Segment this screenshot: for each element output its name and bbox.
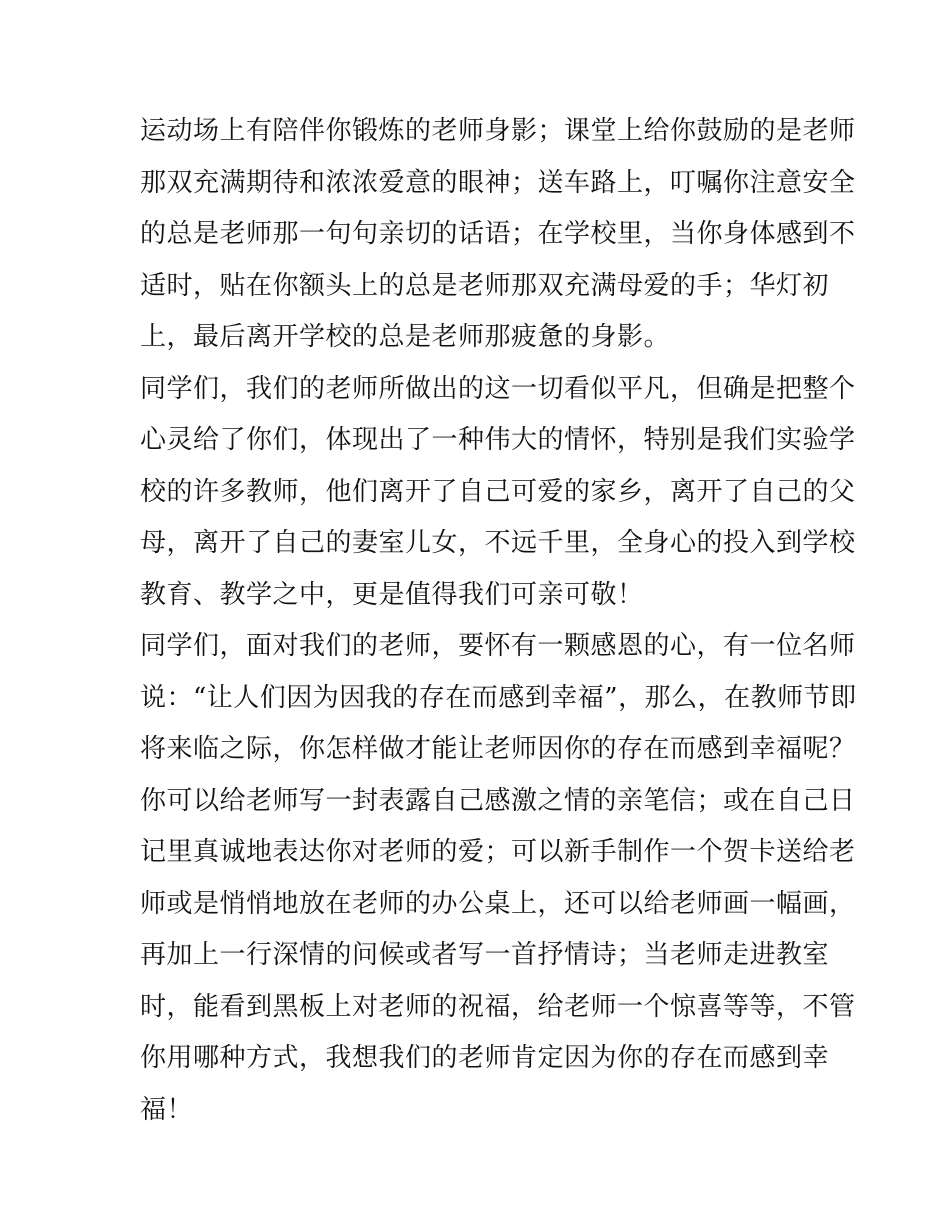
text-line: 心灵给了你们，体现出了一种伟大的情怀，特别是我们实验学 — [140, 425, 856, 455]
text-line: 你用哪种方式，我想我们的老师肯定因为你的存在而感到幸 — [140, 1043, 830, 1073]
text-line: 福！ — [140, 1094, 194, 1125]
text-line: 将来临之际，你怎样做才能让老师因你的存在而感到幸福呢？ — [140, 734, 856, 764]
text-line: 再加上一行深情的问候或者写一首抒情诗；当老师走进教室 — [140, 940, 830, 970]
text-line: 同学们，我们的老师所做出的这一切看似平凡，但确是把整个 — [140, 373, 856, 404]
text-line: 的总是老师那一句句亲切的话语；在学校里，当你身体感到不 — [140, 219, 856, 249]
text-line: 师或是悄悄地放在老师的办公桌上，还可以给老师画一幅画， — [140, 888, 856, 919]
text-line: 同学们，面对我们的老师，要怀有一颗感恩的心，有一位名师 — [140, 631, 856, 661]
text-line: 时，能看到黑板上对老师的祝福，给老师一个惊喜等等，不管 — [140, 991, 856, 1022]
text-line: 记里真诚地表达你对老师的爱；可以新手制作一个贺卡送给老 — [140, 837, 856, 867]
document-body — [140, 106, 857, 1136]
text-line: 说：“让人们因为因我的存在而感到幸福”，那么，在教师节即 — [140, 682, 857, 713]
text-line: 母，离开了自己的妻室儿女，不远千里，全身心的投入到学校 — [140, 528, 856, 558]
text-line: 上，最后离开学校的总是老师那疲惫的身影。 — [140, 322, 671, 352]
text-line: 教育、教学之中，更是值得我们可亲可敬！ — [140, 579, 644, 610]
text-line: 校的许多教师，他们离开了自己可爱的家乡，离开了自己的父 — [140, 476, 856, 507]
text-line: 适时，贴在你额头上的总是老师那双充满母爱的手；华灯初 — [140, 270, 830, 301]
text-line: 运动场上有陪伴你锻炼的老师身影；课堂上给你鼓励的是老师 — [140, 116, 856, 146]
text-line: 你可以给老师写一封表露自己感激之情的亲笔信；或在自己日 — [140, 785, 856, 816]
text-line: 那双充满期待和浓浓爱意的眼神；送车路上，叮嘱你注意安全 — [140, 167, 856, 198]
